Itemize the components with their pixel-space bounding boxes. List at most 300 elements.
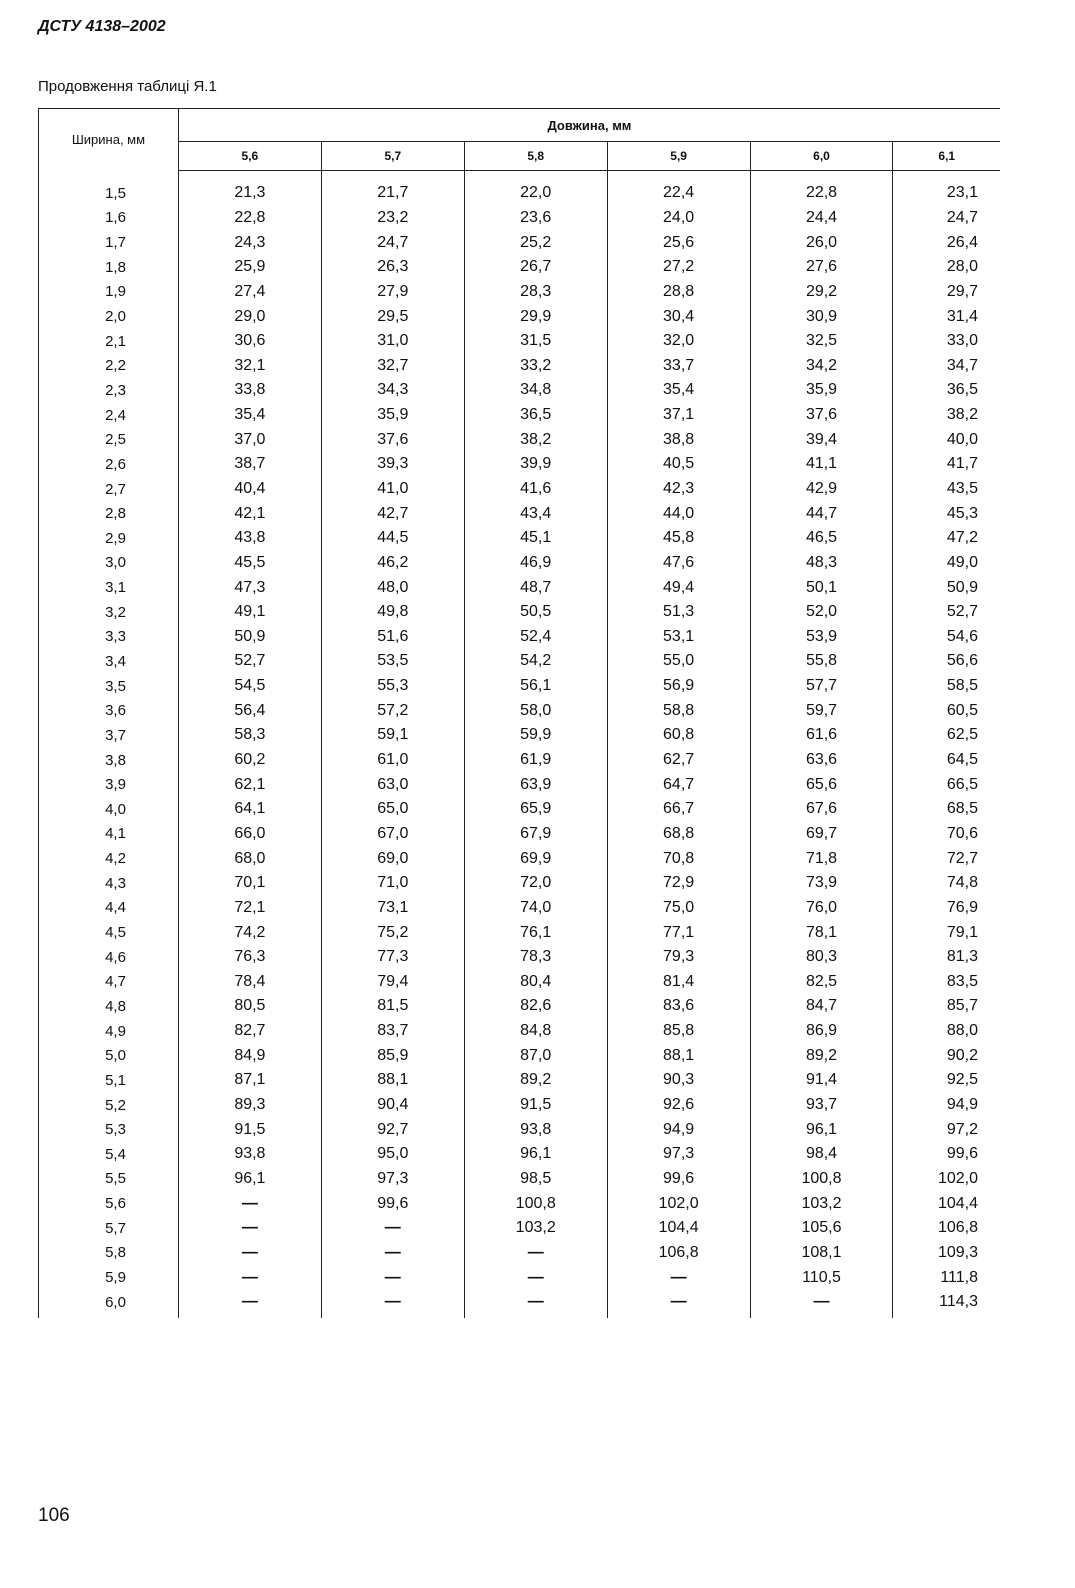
area-value-cell: 96,1	[750, 1117, 893, 1142]
table-caption: Продовження таблиці Я.1	[38, 78, 217, 95]
area-value-cell: 38,8	[607, 427, 750, 452]
length-column-header: 5,9	[607, 142, 750, 171]
area-value-cell: —	[178, 1290, 321, 1319]
table-row	[39, 723, 1001, 748]
area-value-cell: 34,3	[321, 378, 464, 403]
area-value-cell: 62,7	[607, 748, 750, 773]
area-value-cell: 66,5	[893, 772, 1000, 797]
area-value-cell: 87,0	[464, 1043, 607, 1068]
table-row	[39, 1043, 1001, 1068]
area-value-cell: 57,7	[750, 674, 893, 699]
length-values-header-row	[39, 142, 1001, 171]
area-value-cell: 47,2	[893, 526, 1000, 551]
table-row	[39, 1142, 1001, 1167]
area-value-cell: 31,5	[464, 329, 607, 354]
table-row	[39, 1019, 1001, 1044]
table-row	[39, 649, 1001, 674]
area-value-cell: 86,9	[750, 1019, 893, 1044]
width-cell: 5,5	[39, 1167, 179, 1192]
area-value-cell: 75,2	[321, 920, 464, 945]
area-value-cell: 29,9	[464, 304, 607, 329]
table-body	[39, 171, 1001, 1319]
area-value-cell: 72,0	[464, 871, 607, 896]
table-row	[39, 822, 1001, 847]
area-value-cell: 79,1	[893, 920, 1000, 945]
area-value-cell: 38,7	[178, 452, 321, 477]
area-value-cell: 33,7	[607, 353, 750, 378]
area-value-cell: 24,7	[893, 206, 1000, 231]
area-value-cell: 23,6	[464, 206, 607, 231]
area-value-cell: 24,7	[321, 230, 464, 255]
area-value-cell: 81,3	[893, 945, 1000, 970]
width-cell: 4,0	[39, 797, 179, 822]
width-cell: 2,4	[39, 403, 179, 428]
area-value-cell: 93,8	[178, 1142, 321, 1167]
area-value-cell: 53,5	[321, 649, 464, 674]
area-value-cell: —	[321, 1265, 464, 1290]
width-cell: 4,9	[39, 1019, 179, 1044]
area-value-cell: 50,1	[750, 575, 893, 600]
area-value-cell: 50,9	[893, 575, 1000, 600]
area-value-cell: 75,0	[607, 896, 750, 921]
area-value-cell: 22,8	[750, 171, 893, 206]
area-value-cell: 74,8	[893, 871, 1000, 896]
table-row	[39, 625, 1001, 650]
table-row	[39, 994, 1001, 1019]
area-value-cell: 50,5	[464, 600, 607, 625]
area-value-cell: 85,9	[321, 1043, 464, 1068]
table-row	[39, 772, 1001, 797]
width-cell: 5,0	[39, 1043, 179, 1068]
width-cell: 5,9	[39, 1265, 179, 1290]
area-value-cell: 98,5	[464, 1167, 607, 1192]
width-cell: 4,6	[39, 945, 179, 970]
table-row	[39, 674, 1001, 699]
area-value-cell: 96,1	[178, 1167, 321, 1192]
area-value-cell: 53,1	[607, 625, 750, 650]
width-cell: 4,2	[39, 846, 179, 871]
area-value-cell: —	[464, 1241, 607, 1266]
area-value-cell: 29,7	[893, 280, 1000, 305]
area-value-cell: 65,6	[750, 772, 893, 797]
table-row	[39, 403, 1001, 428]
area-value-cell: 53,9	[750, 625, 893, 650]
area-value-cell: 87,1	[178, 1068, 321, 1093]
area-value-cell: —	[321, 1216, 464, 1241]
table-row	[39, 1265, 1001, 1290]
width-cell: 6,0	[39, 1290, 179, 1319]
width-cell: 4,3	[39, 871, 179, 896]
area-value-cell: 100,8	[464, 1191, 607, 1216]
area-value-cell: —	[321, 1241, 464, 1266]
page-number: 106	[38, 1505, 70, 1526]
area-value-cell: 69,9	[464, 846, 607, 871]
area-value-cell: 35,4	[178, 403, 321, 428]
area-value-cell: 29,0	[178, 304, 321, 329]
area-value-cell: 61,6	[750, 723, 893, 748]
area-value-cell: 58,8	[607, 698, 750, 723]
area-value-cell: 44,0	[607, 501, 750, 526]
width-cell: 3,3	[39, 625, 179, 650]
table-row	[39, 353, 1001, 378]
table-row	[39, 378, 1001, 403]
area-value-cell: 24,4	[750, 206, 893, 231]
area-value-cell: 47,6	[607, 551, 750, 576]
length-column-header: 6,1	[893, 142, 1000, 171]
area-value-cell: 68,5	[893, 797, 1000, 822]
area-value-cell: 32,5	[750, 329, 893, 354]
area-value-cell: 55,8	[750, 649, 893, 674]
area-value-cell: 32,0	[607, 329, 750, 354]
area-value-cell: 36,5	[464, 403, 607, 428]
table-row	[39, 871, 1001, 896]
area-value-cell: 21,3	[178, 171, 321, 206]
area-value-cell: 114,3	[893, 1290, 1000, 1319]
area-value-cell: 55,0	[607, 649, 750, 674]
area-value-cell: 63,9	[464, 772, 607, 797]
table-row	[39, 748, 1001, 773]
area-value-cell: 110,5	[750, 1265, 893, 1290]
area-value-cell: 84,7	[750, 994, 893, 1019]
area-value-cell: 84,8	[464, 1019, 607, 1044]
area-value-cell: 99,6	[321, 1191, 464, 1216]
area-value-cell: 36,5	[893, 378, 1000, 403]
area-value-cell: 90,4	[321, 1093, 464, 1118]
area-value-cell: 52,7	[893, 600, 1000, 625]
area-value-cell: 54,6	[893, 625, 1000, 650]
area-value-cell: 96,1	[464, 1142, 607, 1167]
area-value-cell: 90,2	[893, 1043, 1000, 1068]
width-cell: 5,8	[39, 1241, 179, 1266]
table-row	[39, 329, 1001, 354]
area-value-cell: 40,4	[178, 477, 321, 502]
table-row	[39, 255, 1001, 280]
area-value-cell: 59,9	[464, 723, 607, 748]
area-value-cell: —	[464, 1290, 607, 1319]
area-value-cell: 54,5	[178, 674, 321, 699]
area-value-cell: 25,6	[607, 230, 750, 255]
area-value-cell: 48,3	[750, 551, 893, 576]
area-value-cell: 29,2	[750, 280, 893, 305]
area-value-cell: 46,2	[321, 551, 464, 576]
area-value-cell: 56,1	[464, 674, 607, 699]
area-value-cell: 56,6	[893, 649, 1000, 674]
area-value-cell: 50,9	[178, 625, 321, 650]
area-value-cell: 47,3	[178, 575, 321, 600]
area-value-cell: 46,5	[750, 526, 893, 551]
area-value-cell: 93,7	[750, 1093, 893, 1118]
area-value-cell: 104,4	[893, 1191, 1000, 1216]
area-value-cell: 103,2	[464, 1216, 607, 1241]
area-value-cell: 77,1	[607, 920, 750, 945]
area-value-cell: 85,7	[893, 994, 1000, 1019]
area-value-cell: 74,2	[178, 920, 321, 945]
table-row	[39, 280, 1001, 305]
area-value-cell: 64,1	[178, 797, 321, 822]
width-cell: 3,5	[39, 674, 179, 699]
area-value-cell: 100,8	[750, 1167, 893, 1192]
area-value-cell: 41,1	[750, 452, 893, 477]
table-row	[39, 501, 1001, 526]
area-value-cell: —	[178, 1216, 321, 1241]
width-cell: 2,5	[39, 427, 179, 452]
area-value-cell: 37,6	[321, 427, 464, 452]
area-value-cell: 42,7	[321, 501, 464, 526]
area-value-cell: 21,7	[321, 171, 464, 206]
area-value-cell: 39,4	[750, 427, 893, 452]
area-value-cell: 109,3	[893, 1241, 1000, 1266]
area-value-cell: 76,1	[464, 920, 607, 945]
area-value-cell: 68,8	[607, 822, 750, 847]
table-row	[39, 206, 1001, 231]
area-value-cell: 108,1	[750, 1241, 893, 1266]
area-value-cell: 52,4	[464, 625, 607, 650]
area-value-cell: 35,9	[321, 403, 464, 428]
length-column-header: 5,7	[321, 142, 464, 171]
area-value-cell: 37,6	[750, 403, 893, 428]
width-cell: 5,1	[39, 1068, 179, 1093]
area-value-cell: 73,1	[321, 896, 464, 921]
table-row	[39, 846, 1001, 871]
width-cell: 3,6	[39, 698, 179, 723]
area-value-cell: 72,1	[178, 896, 321, 921]
width-cell: 4,8	[39, 994, 179, 1019]
area-value-cell: 48,0	[321, 575, 464, 600]
area-value-cell: 42,3	[607, 477, 750, 502]
area-value-cell: 38,2	[464, 427, 607, 452]
area-value-cell: 85,8	[607, 1019, 750, 1044]
area-value-cell: 49,8	[321, 600, 464, 625]
area-value-cell: 60,5	[893, 698, 1000, 723]
area-value-cell: 41,6	[464, 477, 607, 502]
area-value-cell: 88,1	[321, 1068, 464, 1093]
area-value-cell: 43,8	[178, 526, 321, 551]
width-cell: 2,7	[39, 477, 179, 502]
area-value-cell: 40,0	[893, 427, 1000, 452]
area-value-cell: —	[750, 1290, 893, 1319]
area-value-cell: 64,5	[893, 748, 1000, 773]
area-value-cell: 82,6	[464, 994, 607, 1019]
length-column-group-header: Довжина, мм	[178, 109, 1000, 142]
area-value-cell: 34,8	[464, 378, 607, 403]
area-value-cell: 74,0	[464, 896, 607, 921]
area-value-cell: 34,2	[750, 353, 893, 378]
width-cell: 4,1	[39, 822, 179, 847]
width-cell: 2,6	[39, 452, 179, 477]
area-value-cell: 70,8	[607, 846, 750, 871]
area-value-cell: 72,7	[893, 846, 1000, 871]
area-value-cell: 23,2	[321, 206, 464, 231]
area-value-cell: 80,4	[464, 970, 607, 995]
area-value-cell: 79,4	[321, 970, 464, 995]
area-value-cell: 28,8	[607, 280, 750, 305]
area-value-cell: 67,6	[750, 797, 893, 822]
area-value-cell: 88,1	[607, 1043, 750, 1068]
table-row	[39, 452, 1001, 477]
area-value-cell: 58,0	[464, 698, 607, 723]
area-value-cell: 69,0	[321, 846, 464, 871]
area-value-cell: 97,2	[893, 1117, 1000, 1142]
area-value-cell: 26,4	[893, 230, 1000, 255]
area-value-cell: 92,6	[607, 1093, 750, 1118]
area-value-cell: 42,1	[178, 501, 321, 526]
table-row	[39, 1167, 1001, 1192]
area-value-cell: 22,4	[607, 171, 750, 206]
area-value-cell: 33,0	[893, 329, 1000, 354]
area-value-cell: 23,1	[893, 171, 1000, 206]
table-row	[39, 698, 1001, 723]
area-value-cell: 81,4	[607, 970, 750, 995]
area-value-cell: 68,0	[178, 846, 321, 871]
area-value-cell: 32,7	[321, 353, 464, 378]
area-value-cell: 97,3	[607, 1142, 750, 1167]
area-value-cell: 60,2	[178, 748, 321, 773]
area-value-cell: 81,5	[321, 994, 464, 1019]
width-cell: 2,2	[39, 353, 179, 378]
area-value-cell: 80,3	[750, 945, 893, 970]
width-cell: 1,6	[39, 206, 179, 231]
width-cell: 5,7	[39, 1216, 179, 1241]
width-cell: 1,7	[39, 230, 179, 255]
table-row	[39, 1068, 1001, 1093]
area-value-cell: 45,8	[607, 526, 750, 551]
area-value-cell: 70,1	[178, 871, 321, 896]
table-row	[39, 1117, 1001, 1142]
area-value-cell: 40,5	[607, 452, 750, 477]
area-value-cell: 111,8	[893, 1265, 1000, 1290]
table-row	[39, 551, 1001, 576]
area-value-cell: —	[178, 1241, 321, 1266]
area-value-cell: 76,3	[178, 945, 321, 970]
area-value-cell: 73,9	[750, 871, 893, 896]
area-value-cell: 27,6	[750, 255, 893, 280]
area-value-cell: 91,5	[178, 1117, 321, 1142]
area-value-cell: 25,9	[178, 255, 321, 280]
width-cell: 2,8	[39, 501, 179, 526]
area-value-cell: —	[178, 1191, 321, 1216]
area-value-cell: 72,9	[607, 871, 750, 896]
width-cell: 5,2	[39, 1093, 179, 1118]
width-cell: 4,5	[39, 920, 179, 945]
area-value-cell: —	[464, 1265, 607, 1290]
area-value-cell: 67,9	[464, 822, 607, 847]
area-value-cell: 27,4	[178, 280, 321, 305]
table-row	[39, 1216, 1001, 1241]
area-value-cell: 90,3	[607, 1068, 750, 1093]
width-cell: 5,6	[39, 1191, 179, 1216]
area-value-cell: 31,4	[893, 304, 1000, 329]
area-value-cell: 37,1	[607, 403, 750, 428]
area-value-cell: 89,2	[750, 1043, 893, 1068]
area-value-cell: 41,0	[321, 477, 464, 502]
area-value-cell: 78,4	[178, 970, 321, 995]
area-value-cell: 60,8	[607, 723, 750, 748]
area-value-cell: 76,0	[750, 896, 893, 921]
area-value-cell: 22,0	[464, 171, 607, 206]
area-value-cell: 102,0	[893, 1167, 1000, 1192]
area-value-cell: 26,7	[464, 255, 607, 280]
area-value-cell: 27,9	[321, 280, 464, 305]
area-value-cell: 83,6	[607, 994, 750, 1019]
table-row	[39, 920, 1001, 945]
width-cell: 3,7	[39, 723, 179, 748]
area-value-cell: 29,5	[321, 304, 464, 329]
area-value-cell: 83,5	[893, 970, 1000, 995]
area-value-cell: 66,0	[178, 822, 321, 847]
area-value-cell: 42,9	[750, 477, 893, 502]
table-row	[39, 970, 1001, 995]
area-value-cell: —	[607, 1265, 750, 1290]
area-value-cell: 26,0	[750, 230, 893, 255]
width-cell: 5,4	[39, 1142, 179, 1167]
width-cell: 4,4	[39, 896, 179, 921]
area-value-cell: 44,5	[321, 526, 464, 551]
document-code: ДСТУ 4138–2002	[38, 18, 166, 35]
area-value-cell: 44,7	[750, 501, 893, 526]
area-value-cell: 30,9	[750, 304, 893, 329]
width-cell: 3,0	[39, 551, 179, 576]
area-value-cell: 89,3	[178, 1093, 321, 1118]
area-value-cell: 52,0	[750, 600, 893, 625]
table-row	[39, 1290, 1001, 1319]
area-value-cell: 38,2	[893, 403, 1000, 428]
table-row	[39, 230, 1001, 255]
area-value-cell: 43,5	[893, 477, 1000, 502]
area-value-cell: 30,4	[607, 304, 750, 329]
area-value-cell: 97,3	[321, 1167, 464, 1192]
area-value-cell: 94,9	[607, 1117, 750, 1142]
table-row	[39, 1093, 1001, 1118]
area-value-cell: 37,0	[178, 427, 321, 452]
area-value-cell: 49,0	[893, 551, 1000, 576]
area-value-cell: 51,6	[321, 625, 464, 650]
area-value-cell: 54,2	[464, 649, 607, 674]
area-value-cell: 71,0	[321, 871, 464, 896]
area-value-cell: 49,1	[178, 600, 321, 625]
area-value-cell: 78,3	[464, 945, 607, 970]
area-value-cell: 71,8	[750, 846, 893, 871]
area-value-cell: 82,5	[750, 970, 893, 995]
table-row	[39, 1191, 1001, 1216]
area-value-cell: 28,3	[464, 280, 607, 305]
area-value-cell: 22,8	[178, 206, 321, 231]
area-value-cell: 39,9	[464, 452, 607, 477]
area-value-cell: 57,2	[321, 698, 464, 723]
area-value-cell: 79,3	[607, 945, 750, 970]
area-value-cell: 65,9	[464, 797, 607, 822]
area-value-cell: 56,9	[607, 674, 750, 699]
area-value-cell: 64,7	[607, 772, 750, 797]
table-row	[39, 896, 1001, 921]
area-value-cell: 63,6	[750, 748, 893, 773]
area-value-cell: 33,2	[464, 353, 607, 378]
area-value-cell: 56,4	[178, 698, 321, 723]
area-value-cell: —	[321, 1290, 464, 1319]
table-row	[39, 575, 1001, 600]
area-value-cell: 70,6	[893, 822, 1000, 847]
area-value-cell: 99,6	[607, 1167, 750, 1192]
area-value-cell: 106,8	[607, 1241, 750, 1266]
area-value-cell: 82,7	[178, 1019, 321, 1044]
area-value-cell: 61,0	[321, 748, 464, 773]
table-row	[39, 945, 1001, 970]
area-value-cell: 93,8	[464, 1117, 607, 1142]
area-value-cell: 45,3	[893, 501, 1000, 526]
area-value-cell: 77,3	[321, 945, 464, 970]
area-value-cell: 45,5	[178, 551, 321, 576]
area-value-cell: 49,4	[607, 575, 750, 600]
area-value-cell: 41,7	[893, 452, 1000, 477]
